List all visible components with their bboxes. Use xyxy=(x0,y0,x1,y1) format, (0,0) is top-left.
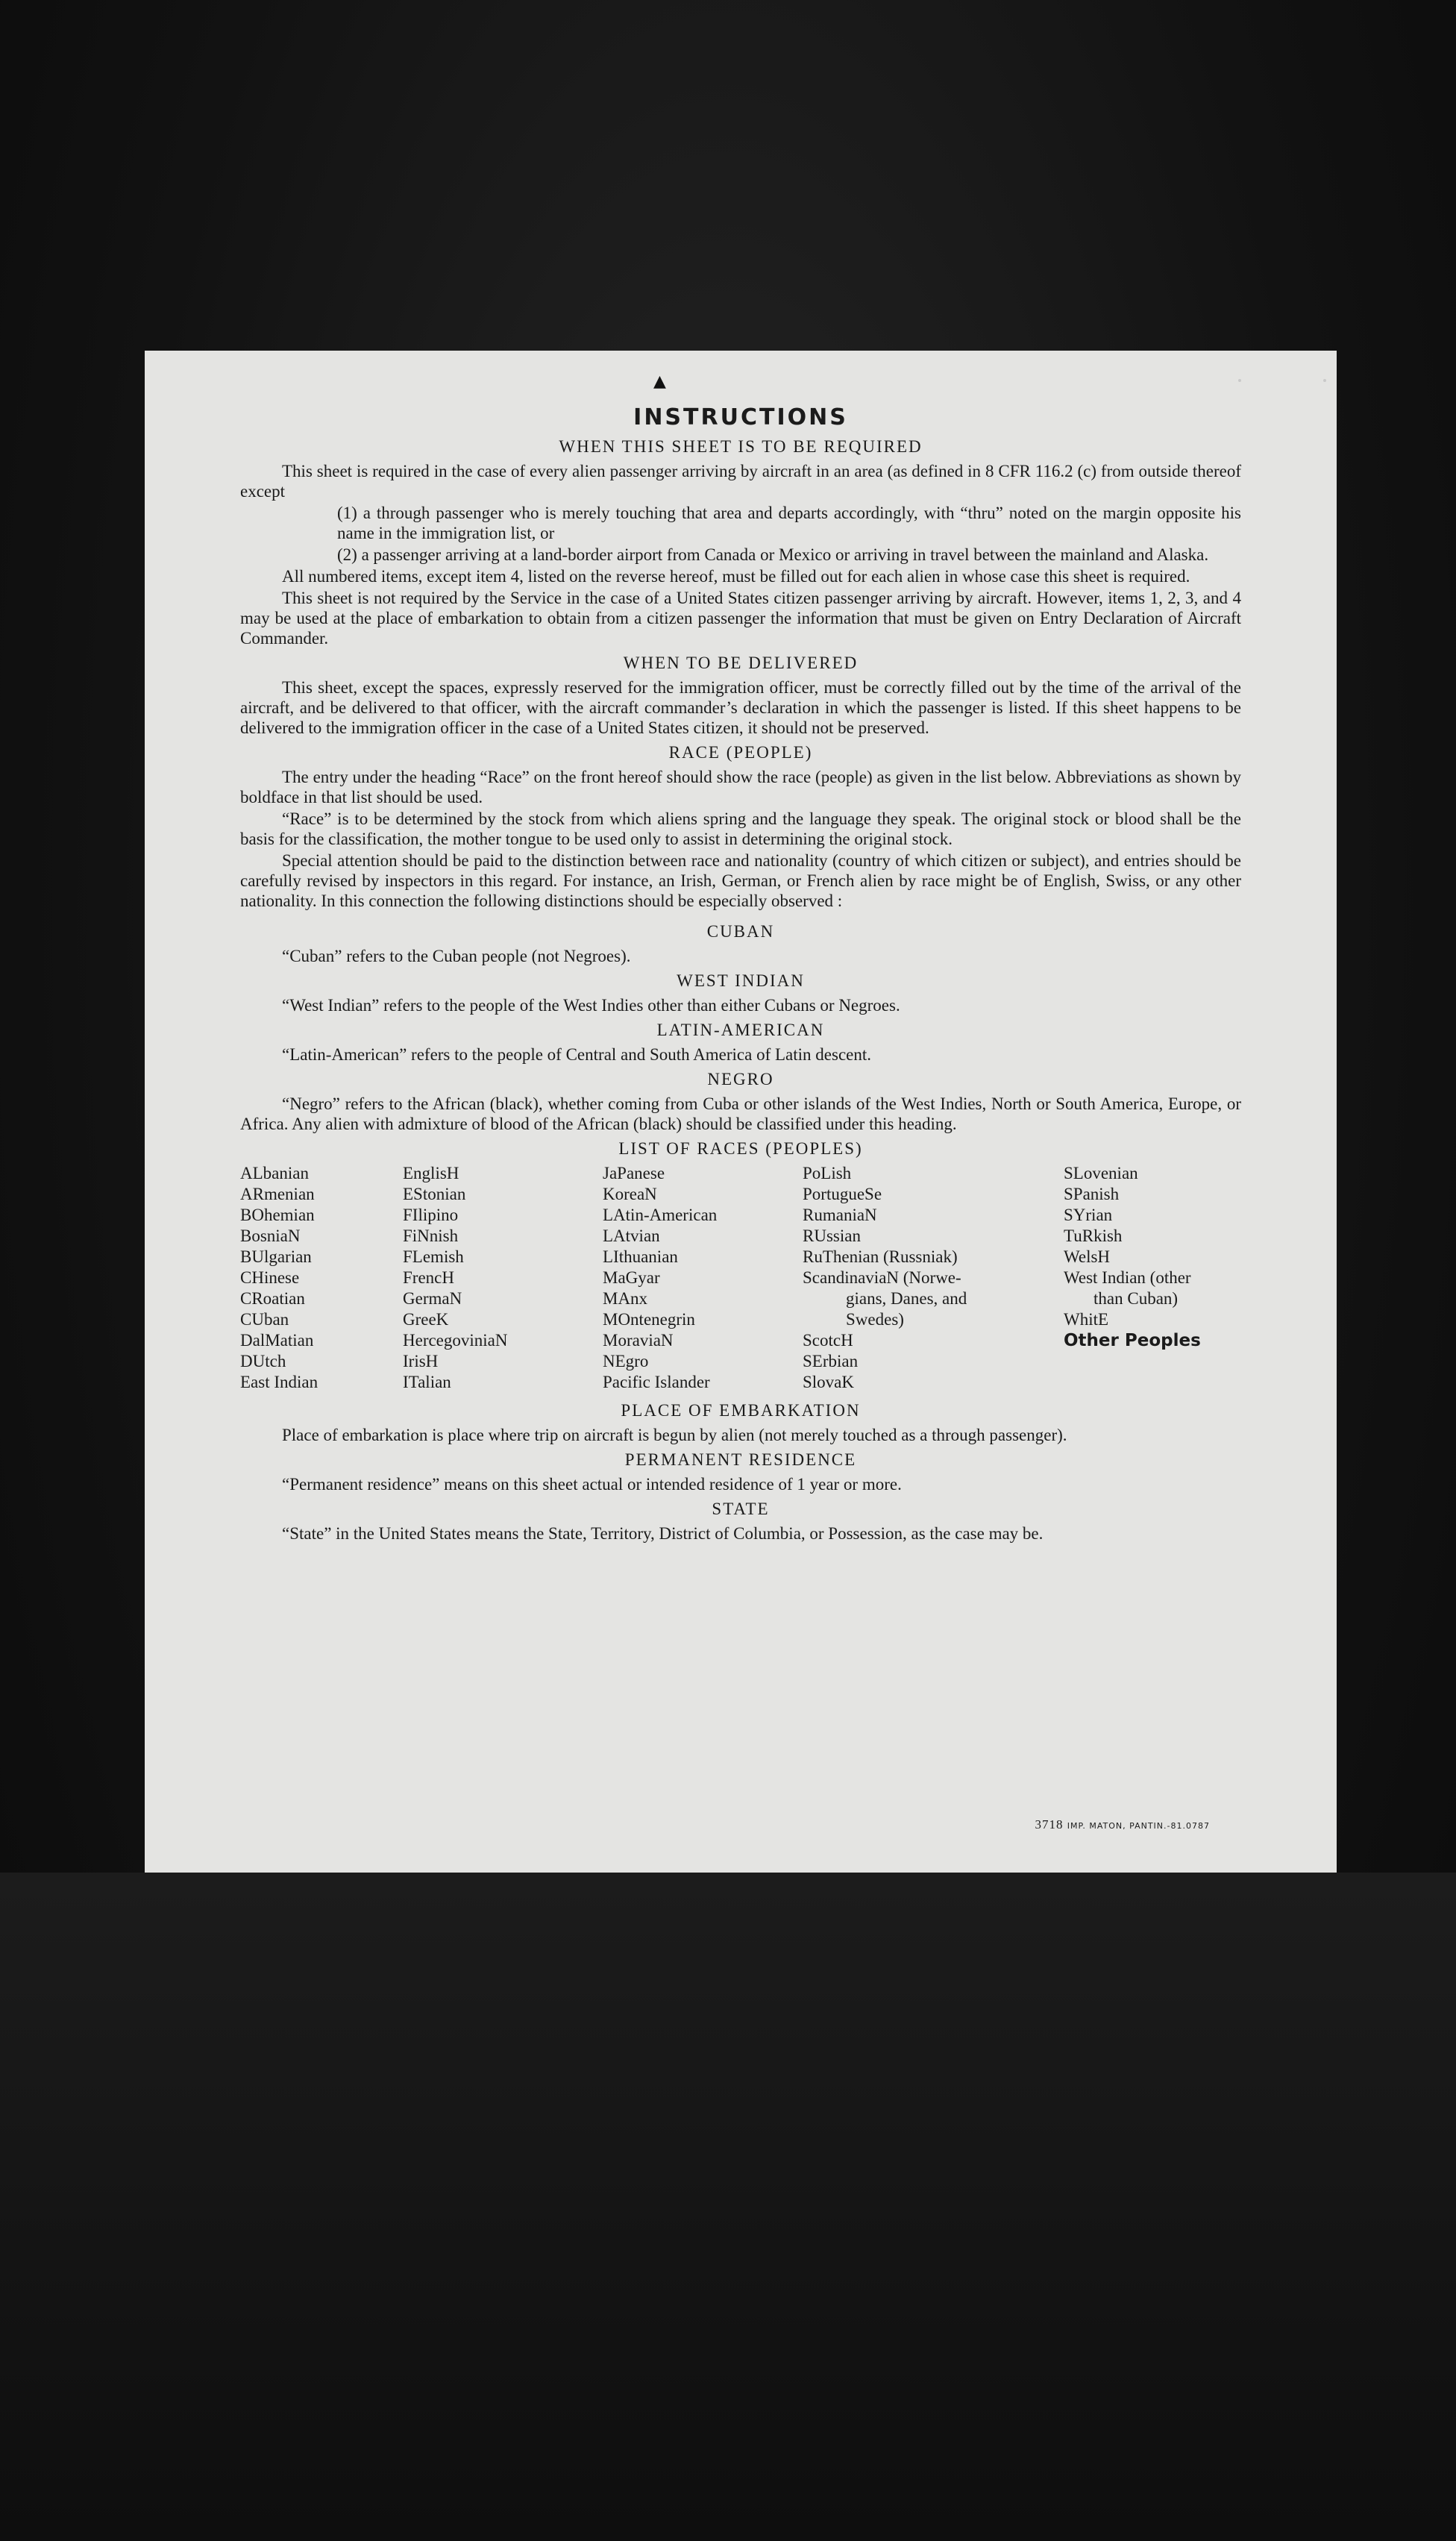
race-item: SLovenian xyxy=(1064,1164,1138,1182)
race-item: WhitE xyxy=(1064,1310,1109,1329)
paragraph: All numbered items, except item 4, listed on the reverse hereof, must be filled out for each alien in whose case this sheet is required. xyxy=(282,567,1190,586)
paragraph: “Cuban” refers to the Cuban people (not Negroes). xyxy=(282,947,631,965)
race-item: FrencH xyxy=(403,1268,454,1287)
race-item-continued: Swedes) xyxy=(846,1310,904,1329)
scan-lower-area xyxy=(0,1873,1456,2541)
form-number: 3718 xyxy=(1035,1817,1064,1832)
race-item: MOntenegrin xyxy=(603,1310,695,1329)
race-item: LAtin-American xyxy=(603,1206,718,1224)
races-column xyxy=(240,1163,403,1393)
heading-cuban: CUBAN xyxy=(706,922,775,941)
race-item: RumaniaN xyxy=(803,1206,877,1224)
paragraph: “Race” is to be determined by the stock from which aliens spring and the language they speak. The original stock or blood shall be the basis for the classification, the mother tongue to be used only to assist in determining the original stock. xyxy=(240,809,1241,848)
race-item: ALbanian xyxy=(240,1164,309,1182)
race-item: MAnx xyxy=(603,1289,648,1308)
form-footer xyxy=(1035,1814,1211,1836)
paragraph: This sheet, except the spaces, expressly reserved for the immigration officer, must be correctly filled out by the time of the arrival of the aircraft, and be delivered to that officer, with the aircraft commander’s declaration in which the passenger is listed. If this sheet happens to be delivered to the immigration officer in the case of a United States citizen, it should not be preserved. xyxy=(240,678,1241,737)
heading-when-delivered: WHEN TO BE DELIVERED xyxy=(623,654,859,672)
race-item: SPanish xyxy=(1064,1185,1120,1203)
scan-mark: ▲ xyxy=(653,372,666,391)
paragraph: “State” in the United States means the State, Territory, District of Columbia, or Possession, as the case may be. xyxy=(282,1524,1044,1543)
race-item: WelsH xyxy=(1064,1247,1111,1266)
race-item: East Indian xyxy=(240,1373,318,1391)
paragraph: Place of embarkation is place where trip on aircraft is begun by alien (not merely touched as a through passenger). xyxy=(282,1426,1067,1444)
race-item: EnglisH xyxy=(403,1164,459,1182)
race-item: JaPanese xyxy=(603,1164,665,1182)
exception-2: (2) a passenger arriving at a land-border airport from Canada or Mexico or arriving in travel between the mainland and Alaska. xyxy=(337,545,1209,564)
race-item: West Indian (other xyxy=(1064,1268,1191,1287)
race-item: BosniaN xyxy=(240,1226,301,1245)
race-item: KoreaN xyxy=(603,1185,657,1203)
race-item: SYrian xyxy=(1064,1206,1113,1224)
race-item: ITalian xyxy=(403,1373,451,1391)
race-item: NEgro xyxy=(603,1352,649,1370)
race-item: DUtch xyxy=(240,1352,286,1370)
heading-latin-american: LATIN-AMERICAN xyxy=(656,1021,825,1039)
paragraph: “Negro” refers to the African (black), whether coming from Cuba or other islands of the West Indies, North or South America, Europe, or Africa. Any alien with admixture of blood of the African (black) should be classified under this heading. xyxy=(240,1094,1241,1133)
race-item: BOhemian xyxy=(240,1206,315,1224)
race-item: CHinese xyxy=(240,1268,300,1287)
exception-1: (1) a through passenger who is merely touching that area and departs accordingly, with “thru” noted on the margin opposite his name in the immigration list, or xyxy=(337,504,1241,542)
paragraph: The entry under the heading “Race” on the front hereof should show the race (people) as given in the list below. Abbreviations as shown by boldface in that list should be used. xyxy=(240,768,1241,806)
instruction-sheet xyxy=(145,351,1337,1873)
race-item: ScandinaviaN (Norwe- xyxy=(803,1268,961,1287)
paragraph: “Permanent residence” means on this sheet actual or intended residence of 1 year or more. xyxy=(282,1475,902,1494)
race-item: LIthuanian xyxy=(603,1247,678,1266)
race-item: BUlgarian xyxy=(240,1247,312,1266)
race-item: TuRkish xyxy=(1064,1226,1123,1245)
race-item: MoraviaN xyxy=(603,1331,674,1350)
printer-imprint: IMP. MATON, PANTIN.-81.0787 xyxy=(1067,1821,1210,1831)
race-item: Other Peoples xyxy=(1064,1331,1201,1350)
race-item: CRoatian xyxy=(240,1289,305,1308)
race-item: DalMatian xyxy=(240,1331,314,1350)
heading-state: STATE xyxy=(712,1500,770,1518)
race-item: GreeK xyxy=(403,1310,449,1329)
heading-embarkation: PLACE OF EMBARKATION xyxy=(621,1401,861,1420)
race-item: FiNnish xyxy=(403,1226,459,1245)
scan-speck xyxy=(1323,379,1326,382)
races-column xyxy=(403,1163,603,1393)
heading-west-indian: WEST INDIAN xyxy=(677,971,805,990)
race-item: LAtvian xyxy=(603,1226,660,1245)
race-item: IrisH xyxy=(403,1352,439,1370)
races-list xyxy=(240,1163,1241,1393)
paragraph: This sheet is not required by the Service in the case of a United States citizen passenger arriving by aircraft. However, items 1, 2, 3, and 4 may be used at the place of embarkation to obtain from a citizen passenger the information that must be given on Entry Declaration of Aircraft Commander. xyxy=(240,589,1241,648)
heading-list-of-races: LIST OF RACES (PEOPLES) xyxy=(618,1139,863,1158)
race-item-continued: gians, Danes, and xyxy=(846,1289,967,1308)
paragraph: “Latin-American” refers to the people of Central and South America of Latin descent. xyxy=(282,1045,871,1064)
paragraph: This sheet is required in the case of every alien passenger arriving by aircraft in an area (as defined in 8 CFR 116.2 (c) from outside thereof except xyxy=(240,462,1241,501)
race-item: ARmenian xyxy=(240,1185,315,1203)
race-item: PortugueSe xyxy=(803,1185,882,1203)
scan-speck xyxy=(1238,379,1241,382)
race-item: Pacific Islander xyxy=(603,1373,710,1391)
race-item: RUssian xyxy=(803,1226,861,1245)
race-item: GermaN xyxy=(403,1289,462,1308)
race-item: SlovaK xyxy=(803,1373,854,1391)
races-column xyxy=(1064,1163,1243,1393)
races-column xyxy=(803,1163,1064,1393)
race-item: FLemish xyxy=(403,1247,464,1266)
paragraph: Special attention should be paid to the distinction between race and nationality (country of which citizen or subject), and entries should be carefully revised by inspectors in this regard. For instance, an Irish, German, or French alien by race might be of English, Swiss, or any other nationality. In this connection the following distinctions should be especially observed : xyxy=(240,851,1241,910)
race-item: PoLish xyxy=(803,1164,852,1182)
race-item: MaGyar xyxy=(603,1268,660,1287)
heading-race: RACE (PEOPLE) xyxy=(668,743,813,762)
race-item: HercegoviniaN xyxy=(403,1331,508,1350)
race-item: ScotcH xyxy=(803,1331,853,1350)
race-item-continued: than Cuban) xyxy=(1093,1289,1179,1308)
heading-when-required: WHEN THIS SHEET IS TO BE REQUIRED xyxy=(559,437,923,456)
race-item: EStonian xyxy=(403,1185,466,1203)
race-item: RuThenian (Russniak) xyxy=(803,1247,958,1266)
paragraph: “West Indian” refers to the people of the West Indies other than either Cubans or Negroes. xyxy=(282,996,900,1015)
heading-residence: PERMANENT RESIDENCE xyxy=(624,1450,857,1469)
heading-negro: NEGRO xyxy=(707,1070,774,1088)
race-item: CUban xyxy=(240,1310,289,1329)
races-column xyxy=(603,1163,803,1393)
page-title: INSTRUCTIONS xyxy=(633,404,848,430)
race-item: FIlipino xyxy=(403,1206,459,1224)
race-item: SErbian xyxy=(803,1352,859,1370)
